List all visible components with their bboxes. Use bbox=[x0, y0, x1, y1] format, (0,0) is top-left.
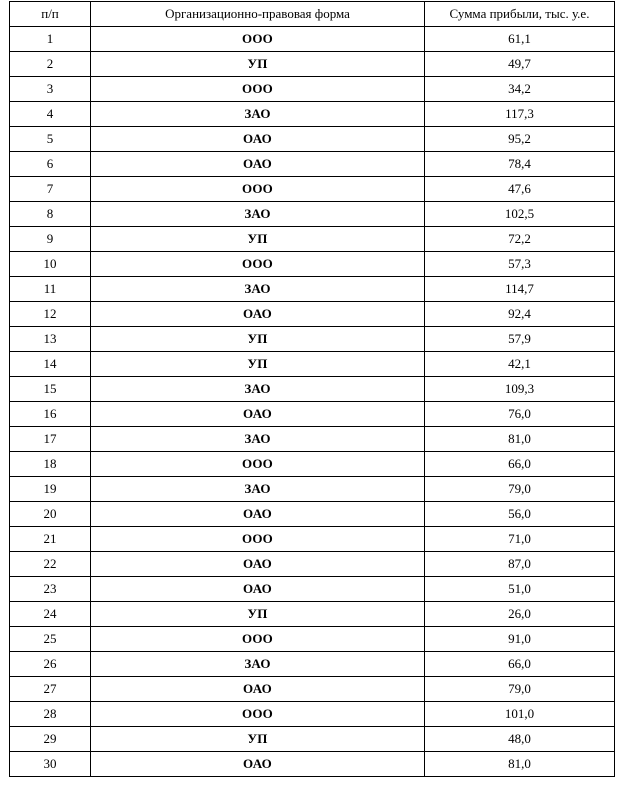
profit-cell: 95,2 bbox=[425, 127, 615, 152]
row-number-cell: 17 bbox=[10, 427, 91, 452]
table-row bbox=[10, 652, 615, 677]
row-number-cell: 15 bbox=[10, 377, 91, 402]
profit-cell: 76,0 bbox=[425, 402, 615, 427]
profit-cell: 71,0 bbox=[425, 527, 615, 552]
profit-cell: 51,0 bbox=[425, 577, 615, 602]
legal-form-cell: ООО bbox=[91, 627, 425, 652]
legal-form-cell: УП bbox=[91, 327, 425, 352]
row-number-cell: 19 bbox=[10, 477, 91, 502]
table-row bbox=[10, 627, 615, 652]
row-number-cell: 1 bbox=[10, 27, 91, 52]
row-number-cell: 27 bbox=[10, 677, 91, 702]
profit-cell: 87,0 bbox=[425, 552, 615, 577]
row-number-cell: 22 bbox=[10, 552, 91, 577]
legal-form-cell: ЗАО bbox=[91, 477, 425, 502]
profit-cell: 66,0 bbox=[425, 452, 615, 477]
table-row bbox=[10, 227, 615, 252]
table-row bbox=[10, 552, 615, 577]
table-row bbox=[10, 252, 615, 277]
table-row bbox=[10, 527, 615, 552]
row-number-cell: 3 bbox=[10, 77, 91, 102]
table-row bbox=[10, 77, 615, 102]
profit-cell: 79,0 bbox=[425, 677, 615, 702]
header-number: п/п bbox=[10, 2, 91, 27]
row-number-cell: 13 bbox=[10, 327, 91, 352]
table-row bbox=[10, 477, 615, 502]
table-row bbox=[10, 302, 615, 327]
table-row bbox=[10, 377, 615, 402]
table-row bbox=[10, 677, 615, 702]
row-number-cell: 28 bbox=[10, 702, 91, 727]
profit-cell: 56,0 bbox=[425, 502, 615, 527]
profit-cell: 79,0 bbox=[425, 477, 615, 502]
table-row bbox=[10, 327, 615, 352]
row-number-cell: 30 bbox=[10, 752, 91, 777]
legal-form-cell: ООО bbox=[91, 452, 425, 477]
legal-form-cell: ЗАО bbox=[91, 427, 425, 452]
header-legal-form: Организационно-правовая форма bbox=[91, 2, 425, 27]
profit-cell: 57,9 bbox=[425, 327, 615, 352]
row-number-cell: 12 bbox=[10, 302, 91, 327]
table-body bbox=[10, 27, 615, 777]
legal-form-cell: ОАО bbox=[91, 577, 425, 602]
legal-form-cell: ЗАО bbox=[91, 102, 425, 127]
profit-cell: 81,0 bbox=[425, 752, 615, 777]
legal-form-cell: ОАО bbox=[91, 302, 425, 327]
table-row bbox=[10, 727, 615, 752]
row-number-cell: 7 bbox=[10, 177, 91, 202]
profit-cell: 101,0 bbox=[425, 702, 615, 727]
row-number-cell: 24 bbox=[10, 602, 91, 627]
legal-form-cell: ОАО bbox=[91, 402, 425, 427]
legal-form-cell: ОАО bbox=[91, 502, 425, 527]
profit-cell: 91,0 bbox=[425, 627, 615, 652]
table-row bbox=[10, 27, 615, 52]
row-number-cell: 20 bbox=[10, 502, 91, 527]
legal-form-cell: ОАО bbox=[91, 127, 425, 152]
profit-cell: 72,2 bbox=[425, 227, 615, 252]
legal-form-cell: ООО bbox=[91, 702, 425, 727]
profit-cell: 57,3 bbox=[425, 252, 615, 277]
profit-cell: 81,0 bbox=[425, 427, 615, 452]
table-row bbox=[10, 52, 615, 77]
row-number-cell: 16 bbox=[10, 402, 91, 427]
row-number-cell: 29 bbox=[10, 727, 91, 752]
table-header-row bbox=[10, 2, 615, 27]
profit-cell: 42,1 bbox=[425, 352, 615, 377]
table-row bbox=[10, 277, 615, 302]
profit-cell: 114,7 bbox=[425, 277, 615, 302]
table-row bbox=[10, 352, 615, 377]
row-number-cell: 2 bbox=[10, 52, 91, 77]
profit-cell: 117,3 bbox=[425, 102, 615, 127]
table-row bbox=[10, 127, 615, 152]
profit-cell: 48,0 bbox=[425, 727, 615, 752]
legal-form-cell: ООО bbox=[91, 527, 425, 552]
row-number-cell: 18 bbox=[10, 452, 91, 477]
legal-form-cell: ООО bbox=[91, 252, 425, 277]
legal-form-cell: ЗАО bbox=[91, 202, 425, 227]
row-number-cell: 11 bbox=[10, 277, 91, 302]
row-number-cell: 26 bbox=[10, 652, 91, 677]
profit-cell: 109,3 bbox=[425, 377, 615, 402]
table-row bbox=[10, 102, 615, 127]
table-row bbox=[10, 152, 615, 177]
row-number-cell: 5 bbox=[10, 127, 91, 152]
profit-cell: 78,4 bbox=[425, 152, 615, 177]
row-number-cell: 8 bbox=[10, 202, 91, 227]
legal-form-cell: УП bbox=[91, 52, 425, 77]
legal-form-cell: УП bbox=[91, 227, 425, 252]
legal-form-cell: ОАО bbox=[91, 677, 425, 702]
row-number-cell: 14 bbox=[10, 352, 91, 377]
table-row bbox=[10, 577, 615, 602]
row-number-cell: 23 bbox=[10, 577, 91, 602]
table-row bbox=[10, 752, 615, 777]
profit-cell: 49,7 bbox=[425, 52, 615, 77]
table-row bbox=[10, 702, 615, 727]
legal-form-cell: УП bbox=[91, 352, 425, 377]
legal-form-cell: ООО bbox=[91, 27, 425, 52]
profit-table bbox=[9, 1, 615, 777]
legal-form-cell: ОАО bbox=[91, 552, 425, 577]
legal-form-cell: ЗАО bbox=[91, 377, 425, 402]
legal-form-cell: ЗАО bbox=[91, 277, 425, 302]
legal-form-cell: ОАО bbox=[91, 152, 425, 177]
header-profit: Сумма прибыли, тыс. у.е. bbox=[425, 2, 615, 27]
profit-cell: 92,4 bbox=[425, 302, 615, 327]
row-number-cell: 10 bbox=[10, 252, 91, 277]
legal-form-cell: ООО bbox=[91, 177, 425, 202]
table-row bbox=[10, 602, 615, 627]
row-number-cell: 4 bbox=[10, 102, 91, 127]
legal-form-cell: УП bbox=[91, 727, 425, 752]
profit-cell: 34,2 bbox=[425, 77, 615, 102]
legal-form-cell: ЗАО bbox=[91, 652, 425, 677]
profit-cell: 26,0 bbox=[425, 602, 615, 627]
table-row bbox=[10, 427, 615, 452]
legal-form-cell: ОАО bbox=[91, 752, 425, 777]
row-number-cell: 6 bbox=[10, 152, 91, 177]
legal-form-cell: ООО bbox=[91, 77, 425, 102]
table-row bbox=[10, 502, 615, 527]
row-number-cell: 9 bbox=[10, 227, 91, 252]
profit-cell: 61,1 bbox=[425, 27, 615, 52]
table-row bbox=[10, 177, 615, 202]
table-row bbox=[10, 402, 615, 427]
legal-form-cell: УП bbox=[91, 602, 425, 627]
row-number-cell: 21 bbox=[10, 527, 91, 552]
profit-cell: 66,0 bbox=[425, 652, 615, 677]
profit-cell: 47,6 bbox=[425, 177, 615, 202]
profit-cell: 102,5 bbox=[425, 202, 615, 227]
table-row bbox=[10, 202, 615, 227]
table-row bbox=[10, 452, 615, 477]
row-number-cell: 25 bbox=[10, 627, 91, 652]
